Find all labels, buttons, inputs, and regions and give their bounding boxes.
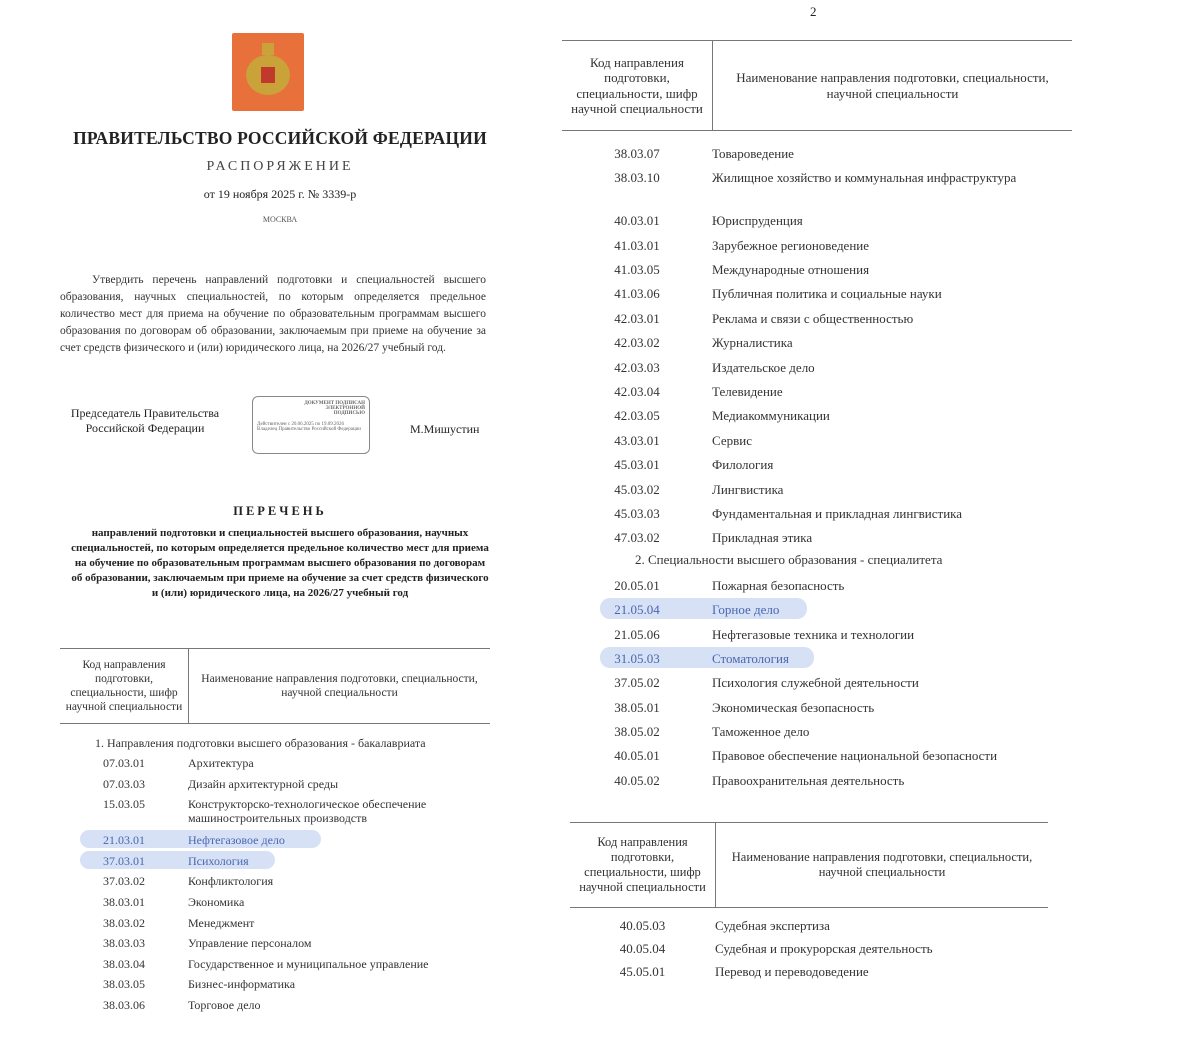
table-row — [562, 650, 1072, 667]
row-code: 40.05.01 — [614, 748, 660, 764]
row-name: Государственное и муниципальное управление — [188, 956, 429, 971]
table-row — [60, 854, 470, 868]
row-code: 37.03.02 — [103, 874, 145, 889]
table-row — [562, 601, 1072, 618]
table-row — [562, 334, 1062, 351]
column-header-code: Код направления подготовки, специальности, шифр научной специальности — [562, 41, 713, 130]
table-row — [562, 699, 1072, 716]
table-row — [60, 895, 470, 909]
row-name: Фундаментальная и прикладная лингвистика — [712, 505, 963, 521]
row-name: Архитектура — [188, 756, 254, 770]
table-row — [60, 936, 470, 950]
row-name: Стоматология — [712, 651, 789, 667]
table-row — [60, 916, 470, 930]
table-row — [562, 456, 1062, 473]
row-name: Медиакоммуникации — [712, 408, 830, 424]
row-code: 42.03.01 — [614, 310, 660, 326]
row-name: Конфликтология — [188, 874, 274, 889]
table-row — [562, 285, 1062, 302]
signer-name: М.Мишустин — [410, 422, 480, 436]
row-name: Правоохранительная деятельность — [712, 772, 905, 788]
table-row — [570, 918, 1040, 934]
row-code: 41.03.01 — [614, 237, 660, 253]
row-name: Дизайн архитектурной среды — [188, 776, 339, 791]
row-code: 38.03.06 — [103, 998, 145, 1013]
table-row — [562, 723, 1072, 740]
page-number: 2 — [810, 4, 817, 19]
row-code: 38.05.01 — [614, 699, 660, 715]
row-code: 41.03.06 — [614, 286, 660, 302]
table-row — [562, 432, 1062, 449]
row-code: 41.03.05 — [614, 261, 660, 277]
row-name: Нефтегазовые техника и технологии — [712, 626, 915, 642]
row-name: Торговое дело — [188, 998, 261, 1013]
column-header-name: Наименование направления подготовки, специальности, научной специальности — [201, 673, 478, 699]
table-row — [562, 481, 1062, 498]
row-name: Менеджмент — [188, 915, 255, 930]
row-name: Лингвистика — [712, 481, 784, 497]
table-row — [562, 310, 1062, 327]
table-row — [562, 261, 1062, 278]
table-row — [60, 977, 470, 991]
section-heading: 1. Направления подготовки высшего образования - бакалавриата — [95, 736, 426, 750]
row-name: Зарубежное регионоведение — [712, 237, 870, 253]
row-name: Таможенное дело — [712, 724, 810, 740]
document-type: РАСПОРЯЖЕНИЕ — [206, 159, 354, 174]
row-name: Сервис — [712, 432, 752, 448]
row-code: 37.05.02 — [614, 675, 660, 691]
table-row — [570, 964, 1040, 980]
section-heading: 2. Специальности высшего образования - специалитета — [635, 552, 943, 567]
row-code: 31.05.03 — [614, 651, 660, 667]
row-name: Прикладная этика — [712, 530, 813, 546]
table-row — [562, 626, 1072, 643]
row-name: Телевидение — [712, 383, 783, 399]
row-name: Товароведение — [712, 146, 794, 161]
table-row — [562, 359, 1062, 376]
row-code: 45.05.01 — [619, 964, 666, 979]
table-row — [562, 772, 1072, 789]
row-code: 40.05.02 — [614, 772, 660, 788]
table-row — [60, 998, 470, 1012]
row-code: 38.03.04 — [103, 956, 145, 971]
row-code: 42.03.05 — [614, 408, 660, 424]
government-title: ПРАВИТЕЛЬСТВО РОССИЙСКОЙ ФЕДЕРАЦИИ — [73, 128, 487, 148]
row-code: 07.03.03 — [103, 776, 145, 791]
row-name: Конструкторско-технологическое обеспечение машиностроительных производств — [188, 797, 427, 826]
table-row — [562, 505, 1062, 522]
row-code: 45.03.01 — [614, 457, 660, 473]
row-code: 38.03.03 — [103, 936, 145, 951]
row-name: Реклама и связи с общественностью — [712, 310, 914, 326]
row-code: 21.05.04 — [614, 602, 660, 618]
row-code: 38.03.02 — [103, 915, 145, 930]
row-name: Перевод и переводоведение — [715, 964, 869, 979]
row-code: 42.03.04 — [614, 383, 660, 399]
table-header — [562, 40, 1072, 131]
row-name: Журналистика — [712, 335, 793, 351]
e-signature-stamp — [252, 396, 370, 454]
row-name: Бизнес-информатика — [188, 977, 296, 992]
row-code: 42.03.03 — [614, 359, 660, 375]
stamp-text: Действителен с 20.06.2025 по 19.09.2026 Владелец Правительство Российской Федерации — [257, 422, 361, 432]
table-row — [562, 145, 1062, 162]
table-row — [562, 529, 1062, 546]
row-code: 47.03.02 — [614, 530, 660, 546]
row-code: 40.05.03 — [619, 918, 666, 933]
table-row — [562, 169, 1062, 186]
row-code: 43.03.01 — [614, 432, 660, 448]
row-name: Пожарная безопасность — [712, 578, 845, 593]
row-code: 45.03.03 — [614, 505, 660, 521]
row-code: 40.05.04 — [619, 941, 666, 956]
table-row — [60, 957, 470, 971]
row-name: Юриспруденция — [712, 213, 803, 229]
row-name: Издательское дело — [712, 359, 815, 375]
row-code: 21.03.01 — [103, 833, 145, 848]
table-row — [60, 797, 470, 825]
row-code: 38.03.05 — [103, 977, 145, 992]
table-row — [570, 941, 1040, 957]
table-row — [60, 874, 470, 888]
document-date: от 19 ноября 2025 г. № 3339-р — [203, 187, 357, 201]
row-name: Экономическая безопасность — [712, 699, 875, 715]
row-name: Правовое обеспечение национальной безопасности — [712, 748, 998, 764]
row-code: 38.03.10 — [614, 170, 660, 186]
row-name: Экономика — [188, 895, 245, 910]
table-row — [562, 407, 1062, 424]
table-row — [562, 237, 1062, 254]
column-header-name: Наименование направления подготовки, специальности, научной специальности — [736, 70, 1049, 101]
row-code: 40.03.01 — [614, 213, 660, 229]
column-header-name: Наименование направления подготовки, специальности, научной специальности — [731, 850, 1033, 879]
row-code: 42.03.02 — [614, 335, 660, 351]
chair-title: Председатель Правительства Российской Федерации — [70, 406, 220, 435]
list-subtitle: направлений подготовки и специальностей высшего образования, научных специальностей, по которым определяется предельное количество мест для приема на обучение по образовательным программам высшего образования по договорам об образовании, заключаемым при приеме на обучение за счет средств физического и (или) юридического лица, на 2026/27 учебный год — [71, 527, 489, 599]
table-header — [60, 648, 490, 724]
row-name: Публичная политика и социальные науки — [712, 286, 942, 302]
coat-of-arms-icon — [232, 33, 304, 111]
row-name: Судебная экспертиза — [715, 918, 830, 933]
list-title: ПЕРЕЧЕНЬ — [233, 504, 327, 518]
table-row — [562, 674, 1072, 691]
row-name: Судебная и прокурорская деятельность — [715, 941, 933, 956]
row-name: Психология служебной деятельности — [712, 675, 919, 691]
row-name: Нефтегазовое дело — [188, 833, 285, 848]
table-row — [562, 747, 1072, 764]
table-row — [562, 212, 1062, 229]
row-code: 38.03.01 — [103, 895, 145, 910]
row-code: 07.03.01 — [103, 756, 145, 770]
row-code: 38.05.02 — [614, 724, 660, 740]
row-code: 38.03.07 — [614, 146, 660, 161]
row-code: 21.05.06 — [614, 626, 660, 642]
row-name: Жилищное хозяйство и коммунальная инфраструктура — [712, 170, 1017, 186]
row-code: 45.03.02 — [614, 481, 660, 497]
table-row — [562, 383, 1062, 400]
column-header-code: Код направления подготовки, специальности, шифр научной специальности — [60, 649, 189, 723]
table-row — [60, 756, 470, 770]
row-code: 37.03.01 — [103, 853, 145, 868]
row-name: Психология — [188, 853, 249, 868]
row-code: 20.05.01 — [614, 578, 660, 593]
row-name: Международные отношения — [712, 261, 870, 277]
intro-paragraph: Утвердить перечень направлений подготовки и специальностей высшего образования, научных специальностей, по которым определяется предельное количество мест для приема на обучение по образовательным программам высшего образования по договорам об образовании, заключаемым при приеме на обучение за счет средств физического и (или) юридического лица, на 2026/27 учебный год. — [60, 274, 486, 354]
table-row — [60, 833, 470, 847]
table-row — [562, 577, 1072, 594]
row-name: Управление персоналом — [188, 936, 312, 951]
table-row — [60, 777, 470, 791]
table-header — [570, 822, 1048, 908]
row-code: 15.03.05 — [103, 797, 145, 812]
stamp-title: ДОКУМЕНТ ПОДПИСАН ЭЛЕКТРОННОЙ ПОДПИСЬЮ — [304, 401, 365, 416]
row-name: Филология — [712, 457, 774, 473]
column-header-code: Код направления подготовки, специальности, шифр научной специальности — [570, 823, 716, 907]
row-name: Горное дело — [712, 602, 780, 618]
document-city: МОСКВА — [262, 215, 298, 224]
